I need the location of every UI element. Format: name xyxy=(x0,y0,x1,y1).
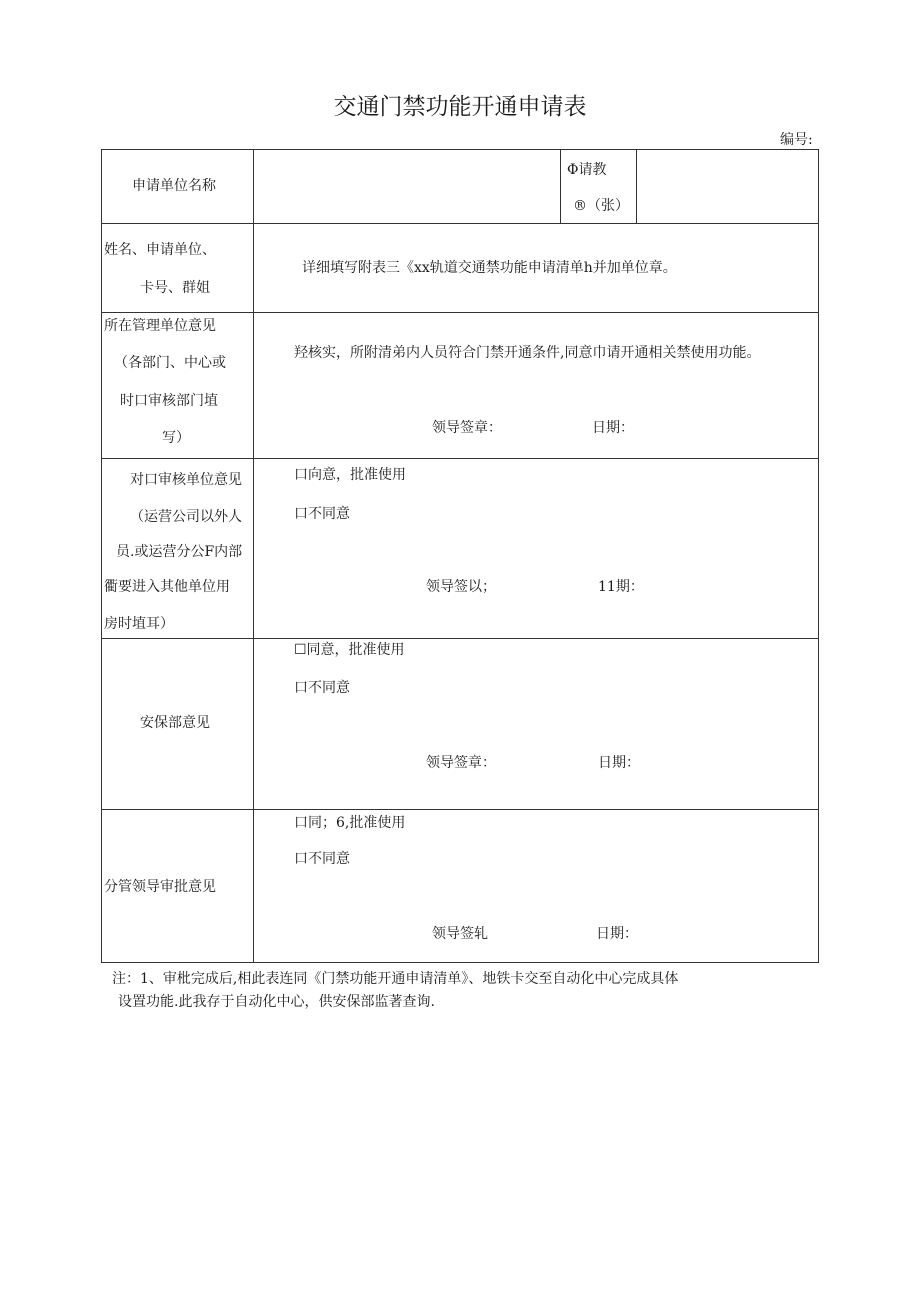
application-form-table xyxy=(101,149,819,963)
counterpart-date-label: 11期： xyxy=(598,579,644,595)
counterpart-disagree-checkbox[interactable]: 口不同意 xyxy=(294,506,350,522)
applicant-unit-label-cell xyxy=(102,150,254,224)
security-signature-label: 领导签章： xyxy=(426,755,496,771)
leader-disagree-checkbox[interactable]: 口不同意 xyxy=(294,851,350,867)
footnote-line2: 设置功能.此我存于自动化中心，供安保部监著查询. xyxy=(118,994,435,1010)
counterpart-label-line1: 对口审核单位意见 xyxy=(130,472,242,488)
management-date-label: 日期： xyxy=(592,420,634,436)
management-label-line4: 写） xyxy=(162,430,190,446)
security-content-cell xyxy=(254,639,819,810)
serial-number-label: 编号: xyxy=(780,132,813,148)
security-label: 安保部意见 xyxy=(140,715,210,731)
row-management-opinion xyxy=(102,313,819,459)
footnote-line1: 注：1、审枇完成后,相此表连同《门禁功能开通申请清单》、地铁卡交至自动化中心完成具体 xyxy=(112,971,679,987)
personnel-label-cell xyxy=(102,224,254,313)
management-signature-label: 领导签章： xyxy=(432,420,502,436)
card-count-label-line2: ®（张） xyxy=(573,198,629,214)
counterpart-label-cell xyxy=(102,459,254,639)
row-leader-approval xyxy=(102,810,819,963)
counterpart-label-line4: 衢要进入其他单位用 xyxy=(104,579,230,595)
leader-date-label: 日期： xyxy=(596,926,638,942)
counterpart-label-line3: 员.或运营分公F内部 xyxy=(116,544,243,560)
management-content-cell xyxy=(254,313,819,459)
row-counterpart-opinion xyxy=(102,459,819,639)
management-label-line3: 时口审核部门埴 xyxy=(120,393,218,409)
applicant-unit-input[interactable] xyxy=(254,150,561,224)
row-personnel-info xyxy=(102,224,819,313)
security-agree-checkbox[interactable]: ☐同意，批准使用 xyxy=(294,642,405,658)
counterpart-label-line2: （运营公司以外人 xyxy=(130,509,242,525)
page-title: 交通门禁功能开通申请表 xyxy=(333,94,587,120)
personnel-label-line1: 姓名、申请单位、 xyxy=(104,242,216,258)
row-security-opinion xyxy=(102,639,819,810)
management-opinion-text: 羟核实，所附清弟内人员符合门禁开通条件,同意巾请开通相关禁使用功能。 xyxy=(294,345,761,361)
leader-signature-label: 领导签轧 xyxy=(432,926,488,942)
applicant-unit-label: 申请单位名称 xyxy=(132,178,216,194)
counterpart-agree-checkbox[interactable]: 口向意，批准使用 xyxy=(294,467,406,483)
security-date-label: 日期： xyxy=(598,755,640,771)
personnel-content-cell xyxy=(254,224,819,313)
counterpart-signature-label: 领导签以； xyxy=(426,579,496,595)
management-label-cell xyxy=(102,313,254,459)
leader-content-cell xyxy=(254,810,819,963)
security-label-cell xyxy=(102,639,254,810)
card-count-label-line1: Φ请教 xyxy=(567,162,607,178)
management-label-line1: 所在管理单位意见 xyxy=(104,318,216,334)
personnel-instruction: 详细填写附表三《xx轨道交通禁功能申请清单h并加单位章。 xyxy=(302,260,677,276)
card-count-input[interactable] xyxy=(637,150,819,224)
leader-approval-label: 分管领导审批意见 xyxy=(104,879,216,895)
leader-label-cell xyxy=(102,810,254,963)
personnel-label-line2: 卡号、群姐 xyxy=(140,280,210,296)
counterpart-content-cell xyxy=(254,459,819,639)
row-applicant-unit xyxy=(102,150,819,224)
card-count-label-cell xyxy=(561,150,637,224)
management-label-line2: （各部门、中心或 xyxy=(114,355,226,371)
counterpart-label-line5: 房时埴耳） xyxy=(104,616,174,632)
leader-agree-checkbox[interactable]: 口同；6,批准使用 xyxy=(294,815,406,831)
security-disagree-checkbox[interactable]: 口不同意 xyxy=(294,680,350,696)
